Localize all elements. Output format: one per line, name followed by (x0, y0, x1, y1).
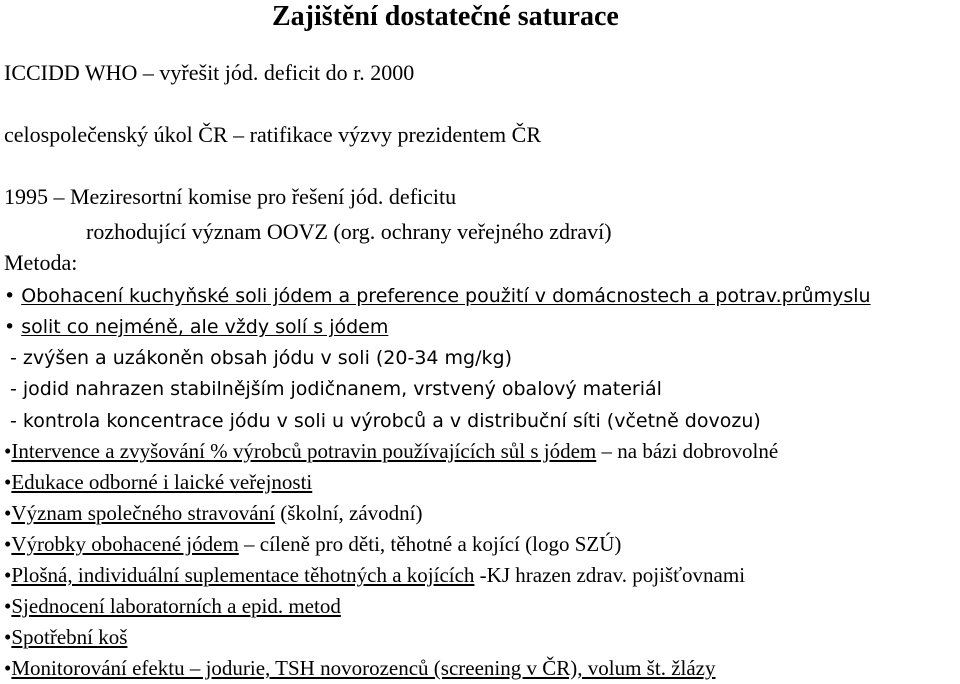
bullet-mark: • (4, 594, 12, 618)
bullet-spotrebni-kos: •Spotřební koš (4, 625, 128, 649)
bullet-intervence: •Intervence a zvyšování % výrobců potravin používajících sůl s jódem – na bázi dobrovolné (4, 439, 779, 463)
line-celospolecensky: celospolečenský úkol ČR – ratifikace výzvy prezidentem ČR (4, 122, 542, 147)
bullet-mark: • (4, 532, 12, 556)
bullet-mark: • (4, 470, 12, 494)
line-iccidd: ICCIDD WHO – vyřešit jód. deficit do r. 2000 (4, 60, 415, 85)
line-metoda: Metoda: (4, 250, 78, 275)
sub-item-jodid: - jodid nahrazen stabilnějším jodičnanem, vrstvený obalový materiál (10, 378, 662, 400)
sub-item-kontrola: - kontrola koncentrace jódu v soli u výrobců a v distribuční síti (včetně dovozu) (10, 410, 761, 432)
bullet-mark: • (4, 563, 12, 587)
bullet-mark: • (4, 285, 16, 307)
bullet-mark: • (4, 656, 12, 680)
bullet-mark: • (4, 439, 12, 463)
bullet-vyrobky: •Výrobky obohacené jódem – cíleně pro děti, těhotné a kojící (logo SZÚ) (4, 532, 622, 556)
page-title: Zajištění dostatečné saturace (272, 1, 619, 32)
bullet-mark: • (4, 501, 12, 525)
line-1995: 1995 – Meziresortní komise pro řešení jód. deficitu (4, 184, 457, 209)
bullet-suplementace: •Plošná, individuální suplementace těhotných a kojících -KJ hrazen zdrav. pojišťovnami (4, 563, 746, 587)
bullet-solit: • solit co nejméně, ale vždy solí s jódem (4, 316, 389, 338)
bullet-obohaceni: • Obohacení kuchyňské soli jódem a preference použití v domácnostech a potrav.průmyslu (4, 285, 871, 307)
bullet-edukace: •Edukace odborné i laické veřejnosti (4, 470, 313, 494)
bullet-sjednoceni: •Sjednocení laboratorních a epid. metod (4, 594, 341, 618)
line-oovz: rozhodující význam OOVZ (org. ochrany veřejného zdraví) (86, 219, 612, 244)
bullet-monitorovani: •Monitorování efektu – jodurie, TSH novorozenců (screening v ČR), volum št. žlázy (4, 656, 716, 680)
bullet-vyznam: •Význam společného stravování (školní, závodní) (4, 501, 423, 525)
sub-item-obsah: - zvýšen a uzákoněn obsah jódu v soli (20-34 mg/kg) (10, 347, 512, 369)
bullet-mark: • (4, 316, 16, 338)
bullet-mark: • (4, 625, 12, 649)
